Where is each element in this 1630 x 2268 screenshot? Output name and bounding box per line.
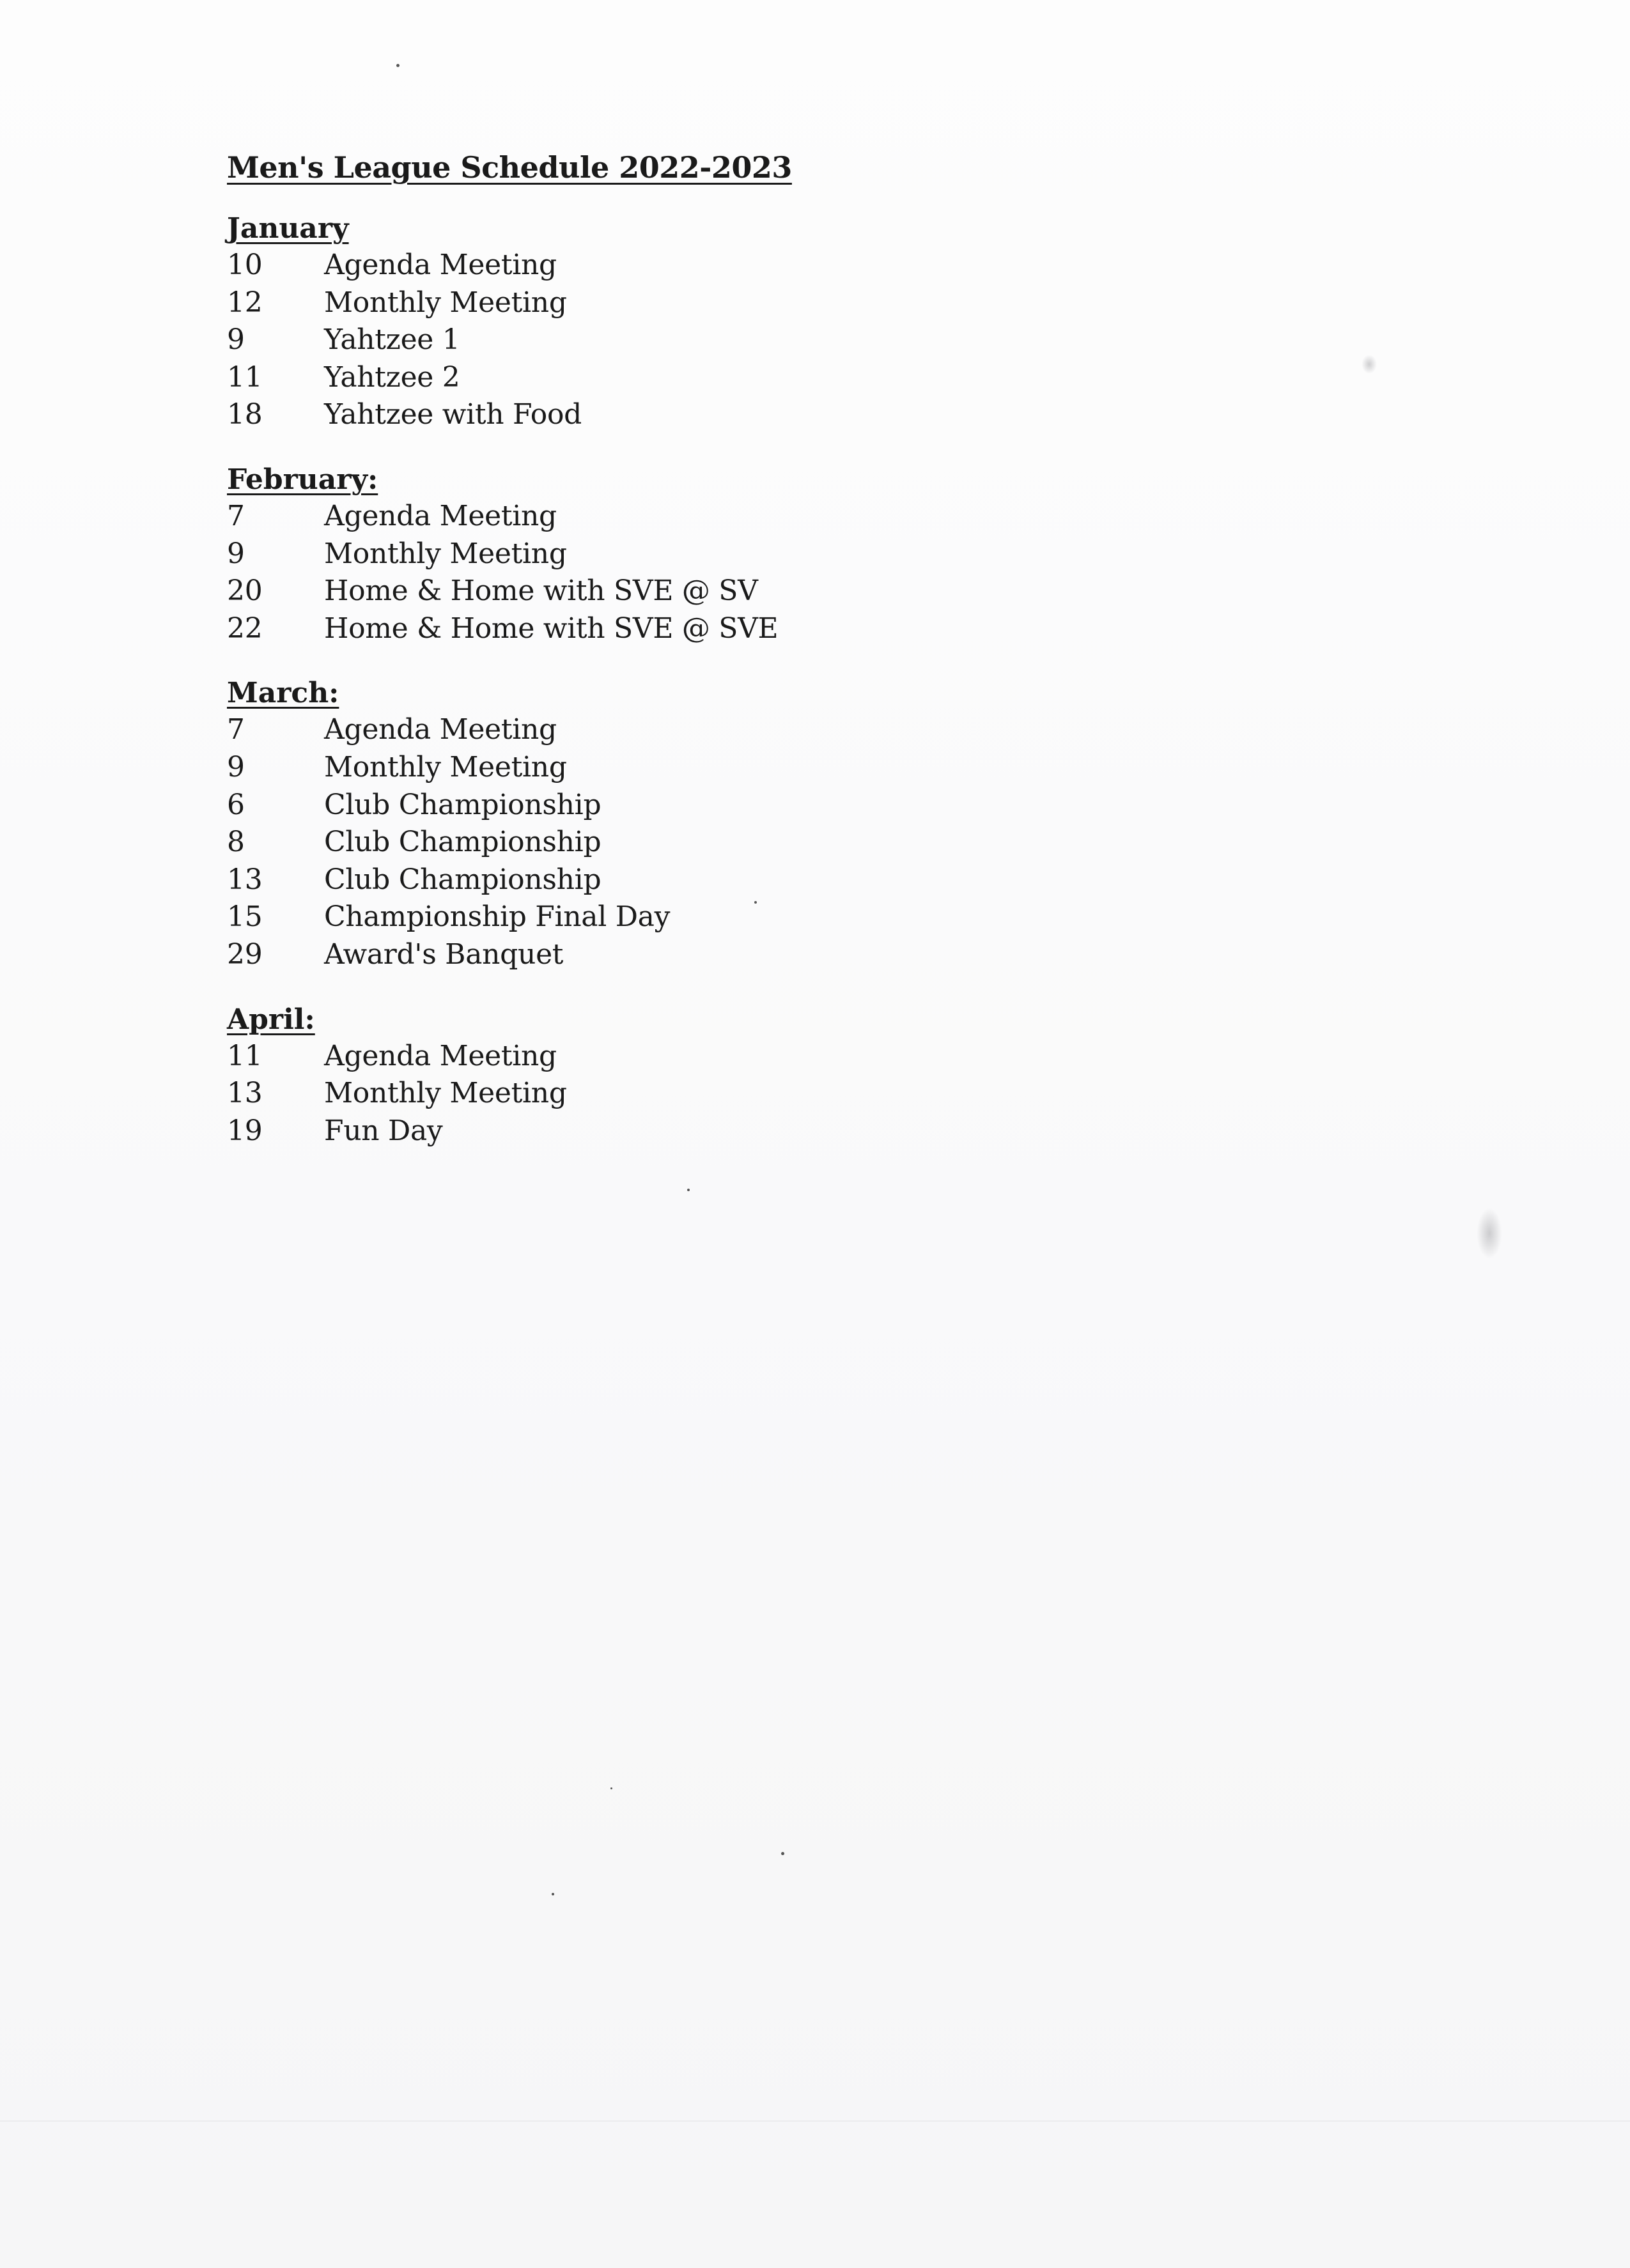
schedule [227, 148, 1122, 1178]
entry-event: Yahtzee 2 [324, 360, 460, 394]
schedule-entry [227, 321, 1122, 359]
entry-event: Club Championship [324, 826, 602, 859]
entry-day: 11 [227, 360, 263, 394]
entry-day: 15 [227, 900, 263, 934]
entry-event: Championship Final Day [324, 900, 671, 934]
entry-event: Agenda Meeting [324, 713, 557, 746]
entry-day: 13 [227, 863, 263, 896]
schedule-entry [227, 610, 1122, 648]
entry-day: 19 [227, 1114, 263, 1147]
entry-event: Monthly Meeting [324, 1077, 567, 1110]
month-heading: March: [227, 677, 339, 710]
month-heading: February: [227, 463, 378, 496]
entry-day: 20 [227, 575, 263, 608]
entry-event: Club Championship [324, 863, 602, 896]
schedule-entry [227, 498, 1122, 536]
schedule-entry [227, 749, 1122, 787]
paper-crease [1362, 355, 1377, 374]
document-title: Men's League Schedule 2022-2023 [227, 150, 792, 185]
schedule-entry [227, 1075, 1122, 1113]
entry-event: Agenda Meeting [324, 1039, 557, 1072]
entry-day: 12 [227, 286, 263, 319]
months-list [227, 211, 1122, 1150]
entry-day: 11 [227, 1039, 263, 1072]
paper-speck [687, 1189, 690, 1191]
schedule-entry [227, 1113, 1122, 1150]
month-heading: January [227, 212, 349, 245]
paper-speck [610, 1787, 612, 1789]
entry-event: Fun Day [324, 1114, 443, 1147]
entry-day: 10 [227, 249, 263, 281]
paper-speck [781, 1852, 784, 1855]
entry-day: 7 [227, 713, 245, 746]
entry-day: 13 [227, 1077, 263, 1110]
entry-event: Yahtzee with Food [324, 398, 582, 431]
month-section [227, 462, 1122, 647]
month-section [227, 1002, 1122, 1150]
month-section [227, 675, 1122, 973]
schedule-entry [227, 861, 1122, 899]
schedule-entry [227, 711, 1122, 749]
entry-event: Agenda Meeting [324, 499, 557, 532]
entry-day: 22 [227, 612, 263, 645]
schedule-entry [227, 899, 1122, 936]
schedule-entry [227, 1038, 1122, 1076]
schedule-entry [227, 536, 1122, 573]
paper-speck [552, 1893, 554, 1895]
entry-event: Agenda Meeting [324, 249, 557, 281]
entry-day: 8 [227, 826, 245, 859]
entry-day: 9 [227, 750, 245, 783]
entry-day: 6 [227, 788, 245, 821]
month-heading: April: [227, 1003, 315, 1036]
entry-day: 9 [227, 537, 245, 570]
entry-day: 29 [227, 937, 263, 971]
entry-event: Monthly Meeting [324, 750, 567, 783]
entry-event: Monthly Meeting [324, 537, 567, 570]
schedule-entry [227, 396, 1122, 434]
schedule-entry [227, 787, 1122, 824]
schedule-entry [227, 247, 1122, 284]
schedule-entry [227, 573, 1122, 610]
entry-day: 9 [227, 323, 245, 357]
entry-event: Monthly Meeting [324, 286, 567, 319]
entry-event: Home & Home with SVE @ SVE [324, 612, 779, 645]
month-section [227, 211, 1122, 434]
schedule-entry [227, 824, 1122, 861]
paper-crease [1477, 1208, 1502, 1259]
schedule-entry [227, 936, 1122, 974]
entry-event: Club Championship [324, 788, 602, 821]
paper-speck [396, 64, 400, 67]
scan-page-edge [0, 2120, 1630, 2122]
schedule-entry [227, 284, 1122, 322]
schedule-entry [227, 359, 1122, 397]
entry-day: 18 [227, 398, 263, 431]
entry-event: Home & Home with SVE @ SV [324, 575, 758, 608]
entry-day: 7 [227, 499, 245, 532]
entry-event: Yahtzee 1 [324, 323, 460, 357]
entry-event: Award's Banquet [324, 937, 564, 971]
